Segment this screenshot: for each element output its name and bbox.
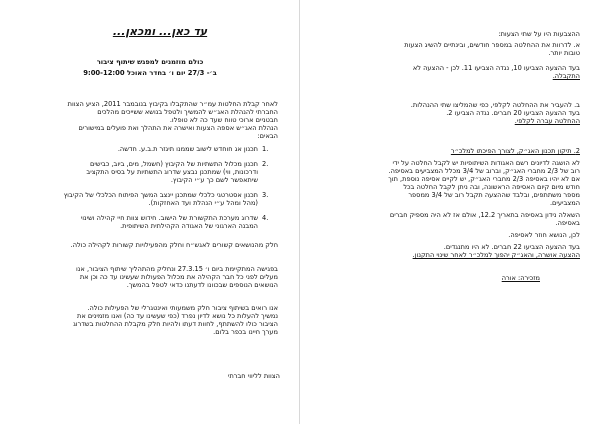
item-line: (מהל ומהל ע״י הנהלת ועד האחזקות). [148, 199, 258, 207]
intro-line: הנהלת האג״ש אספה הצעות ואישרה את התהלך ואת פועלים במישורים [78, 124, 278, 132]
closing-line: אנו רואים בשיתוף ציבור חלק משמעותי ואינטגרלי של הפעילות כולה. [87, 304, 278, 312]
minutes-line: השאלה נידון באסיפה בתאריך 12.2, אולם אז לא היה מספיק חברים [389, 211, 580, 219]
minutes-line: חודש מיום קיום האסיפה הראשונה, ובה ניתן לקבל החלטה בכל [403, 183, 580, 191]
minutes-line: לא הושגה לדיונים רשם האגודות השיתופיות יש לקבל החלטה על ידי [392, 159, 580, 167]
intro-line: הבאים: [257, 132, 278, 140]
minutes-line: המצביעים. [549, 199, 580, 207]
item-line: שיתאפשר לשם כך ע״י הקיבוץ. [170, 176, 258, 184]
body-line: הנושאים הנוספים שבכוונו לדעתנו כדאי לטפל בהמשך. [126, 281, 278, 289]
intro-line: החברתי להנהלת האג״ש להמשיך ולטפל בנושא ששייכים מהלכים [97, 108, 278, 116]
minutes-line: ב. להעביר את ההחלטה לקלפי, כפי שהמליצו שתי ההנהלות. [410, 101, 580, 109]
signature: הצוות לליווי חברתי [227, 372, 280, 380]
item-line: תכנון מכלול התשתיות של הקיבוץ (חשמל, מים, ביוב, כבישים [90, 160, 258, 168]
minutes-line: אם לא יהיו באסיפה 2/3 מחברי האג״ק, יש לקיים אסיפה נוספת, תוך [388, 175, 580, 183]
minutes-line: ההצעה אושרה, והאג״ק יהפוך למלכ״ר לאחר שינוי התקנון. [412, 251, 580, 259]
minutes-line: בעד ההצעה הצביעו 10, נגדה הצביעו 11. לכן - ההצעה לא [412, 64, 580, 72]
minutes-line: באסיפה. [555, 219, 580, 227]
closing-line: מערך חיינו בכפר בלום. [213, 328, 278, 336]
secretary-signature: מזכירה: אורה [501, 274, 540, 282]
closing-line: הציבור כולו להשתתף, לחוות דעתו ולהיות חלק מקבלת ההחלטות בשדרוג [73, 320, 278, 328]
minutes-line: בעד ההצעה הצביעו 22 חברים. לא היו מתנגדים. [443, 243, 580, 251]
item-line: שדרוג מערכת התקשורת של הישוב. חידוש צוות חיי קהילה ושינוי [80, 214, 258, 222]
minutes-line: מספר משתתפים, ובלבד שההצעה תקבל רוב של 3/4 ממספר [408, 191, 580, 199]
item-number: 4. [262, 214, 269, 222]
item-number: 3. [262, 191, 269, 199]
notice-title: עד כאן... ומכאן... [112, 25, 208, 38]
minutes-line: ההחלטה עברה לקלפי. [514, 117, 580, 125]
minutes-line: לכן, הנושא חוזר לאסיפה. [508, 231, 580, 239]
item-line: תכנון אסטרטגי כלכלי שמתכנן יינצב המשך הפיתוח הכלכלי של הקיבוץ [63, 191, 258, 199]
minutes-line: רוב של 2/3 מחברי האג״ק, וברוב של 3/4 מכלל המצביעים באסיפה. [388, 167, 580, 175]
minutes-line: טובות יותר. [548, 49, 580, 57]
minutes-line: א. לדרוות את ההחלטה במספר חודשים, ובינתיים להשיג הצעות [404, 41, 580, 49]
minutes-line: התקבלה. [552, 72, 580, 80]
item-line: המבנה הארגוני של האגודה הקהילתית השיתופית. [120, 222, 258, 230]
body-line: בפגישה המתקיימת ביום ו׳ 27.3.15 ונחליק מהתהליך שיתוף הציבור, אנו [76, 265, 278, 273]
item-number: 1. [262, 145, 269, 153]
intro-line: לאחר קבלת החלטות עמ״ר שהתקבלו בקיבוץ בנובמבר 2011, הציע הצוות [67, 100, 278, 108]
body-line: חלק מהנושאים קשורים לאגש״ח וחלק מהפעילויות קשורות לקהילה כולה. [70, 241, 278, 249]
item-line: תכנון אג חוחדש לישוב שממנו תיגזר ת.ב.ע. חדשה. [117, 145, 258, 153]
minutes-line: ההצבעות היו על שתי הצעות: [498, 30, 580, 38]
intro-line: חבטניים ארוכי טווח שעד כה לא טופלו. [169, 116, 278, 124]
body-line: מעלים לפני כל חבר הקהילה את מכלול הפעולות שעשינו עד כה וכן את [79, 273, 278, 281]
closing-line: נמשיך להעלות כל נושא לדיון נפרד (כפי שעשינו עד כה) ואנו מזמינים את [77, 312, 278, 320]
minutes-section-heading: 2. תיקון תכנון האג״ק, לצורך הפיכתו למלכ״ר [450, 147, 580, 155]
invite-date: ב׳- 27/3 יום ו׳ בחדר האוכל 9:00-12:00 [83, 69, 217, 77]
minutes-page [300, 0, 600, 424]
minutes-line: בעד ההצעה הצביעו 20 חברים. נגדה הצביעו 2. [446, 109, 580, 117]
item-line: ודרכונות, ווי) שמתכנן נבצע שדרוג התשתיות על בסיס התקציב [86, 168, 258, 176]
invite-heading: כולם מוזמנים למפגש שיתוף ציבור [96, 58, 204, 66]
item-number: 2. [262, 160, 269, 168]
